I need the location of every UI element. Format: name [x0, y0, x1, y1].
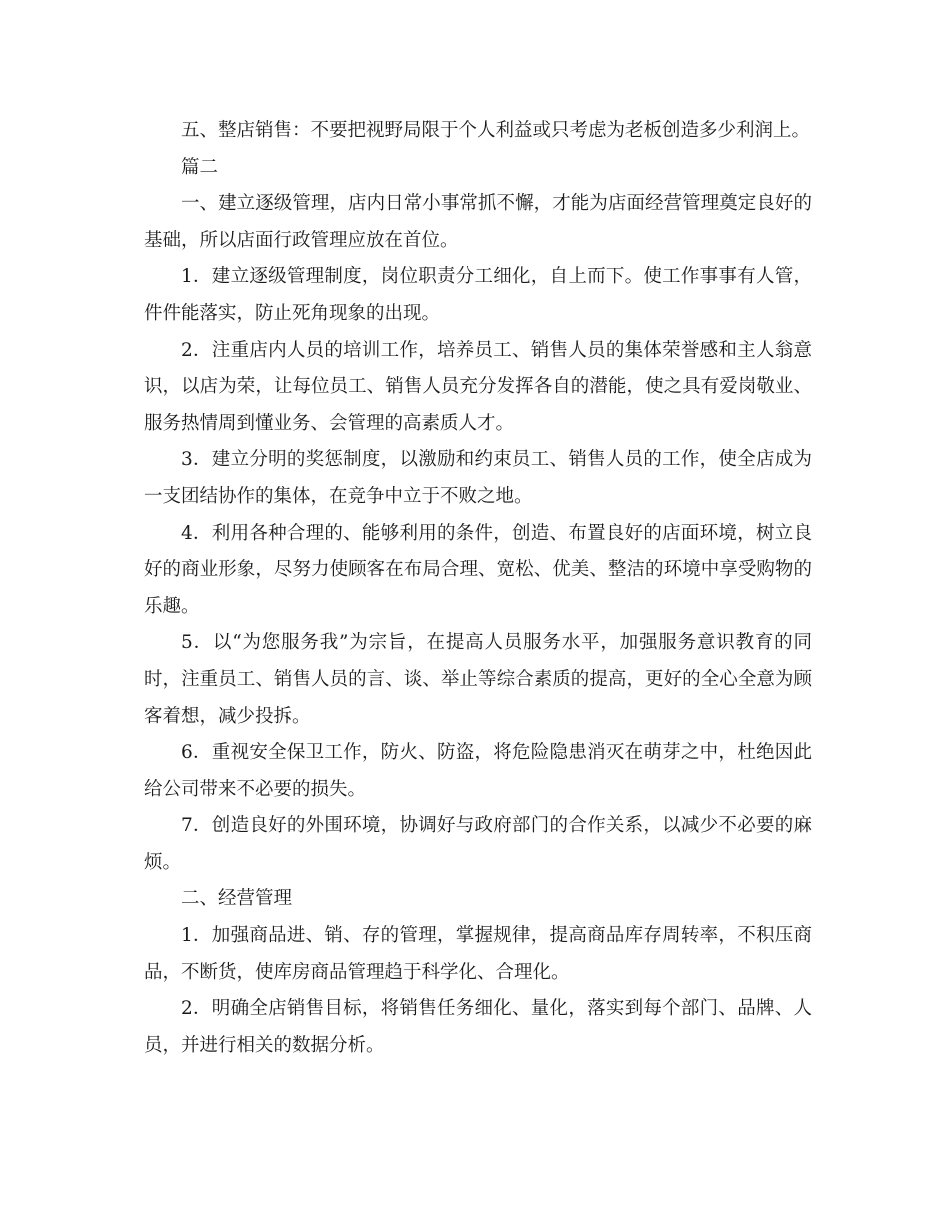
paragraph-hierarchical-management: 一、建立逐级管理，店内日常小事常抓不懈，才能为店面经营管理奠定良好的基础，所以店面行政管理应放在首位。 [144, 193, 812, 251]
list-item-5-service-quality: 5．以“为您服务我”为宗旨，在提高人员服务水平，加强服务意识教育的同时，注重员工、销售人员的言、谈、举止等综合素质的提高，更好的全心全意为顾客着想，减少投拆。 [144, 632, 812, 727]
document-body [144, 113, 812, 1064]
list-item-3-reward-system: 3．建立分明的奖惩制度，以激励和约束员工、销售人员的工作，使全店成为一支团结协作的集体，在竞争中立于不败之地。 [144, 449, 812, 507]
list-item-1-inventory: 1．加强商品进、销、存的管理，掌握规律，提高商品库存周转率，不积压商品，不断货，使库房商品管理趋于科学化、合理化。 [144, 925, 812, 983]
list-item-2-sales-targets: 2．明确全店销售目标，将销售任务细化、量化，落实到每个部门、品牌、人员，并进行相关的数据分析。 [144, 998, 812, 1056]
list-item-7-external-relations: 7．创造良好的外围环境，协调好与政府部门的合作关系，以减少不必要的麻烦。 [144, 815, 812, 873]
list-item-2-staff-training: 2．注重店内人员的培训工作，培养员工、销售人员的集体荣誉感和主人翁意识，以店为荣，让每位员工、销售人员充分发挥各自的潜能，使之具有爱岗敬业、服务热情周到懂业务、会管理的高素质人才。 [144, 339, 812, 434]
list-item-1-management-system: 1．建立逐级管理制度，岗位职责分工细化，自上而下。使工作事事有人管，件件能落实，防止死角现象的出现。 [144, 266, 812, 324]
list-item-4-store-environment: 4．利用各种合理的、能够利用的条件，创造、布置良好的店面环境，树立良好的商业形象，尽努力使顾客在布局合理、宽松、优美、整洁的环境中享受购物的乐趣。 [144, 522, 812, 617]
paragraph-store-sales: 五、整店销售：不要把视野局限于个人利益或只考虑为老板创造多少利润上。 [181, 120, 811, 141]
section-heading-part-two: 篇二 [181, 156, 219, 178]
section-heading-operations: 二、经营管理 [181, 888, 293, 910]
list-item-6-security: 6．重视安全保卫工作，防火、防盗，将危险隐患消灭在萌芽之中，杜绝因此给公司带来不必要的损失。 [144, 742, 812, 800]
